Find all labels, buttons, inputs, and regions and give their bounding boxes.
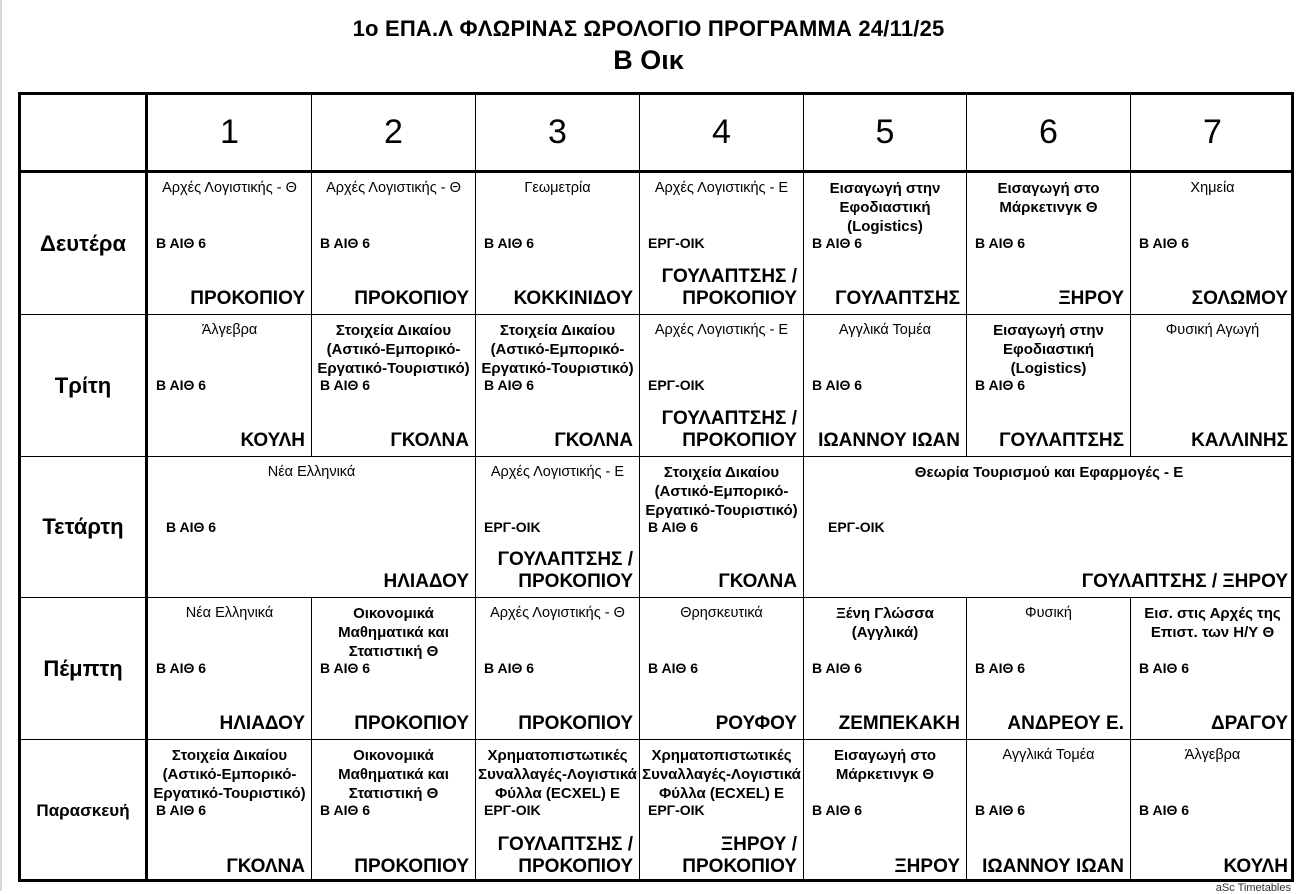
lesson-cell[interactable] <box>148 457 476 598</box>
lesson-teacher: ΠΡΟΚΟΠΙΟΥ <box>354 288 469 309</box>
period-header: 7 <box>1131 95 1294 173</box>
lesson-subject: Χρηματοπιστωτικές Συναλλαγές-Λογιστικά Φύλλα (ECXEL) Ε <box>642 747 801 802</box>
lesson-teacher: ΑΝΔΡΕΟΥ Ε. <box>1007 713 1124 734</box>
lesson-cell[interactable] <box>312 315 476 457</box>
lesson-cell[interactable] <box>640 598 804 740</box>
lesson-cell[interactable] <box>148 315 312 457</box>
lesson-cell[interactable] <box>967 315 1131 457</box>
lesson-room: Β ΑΙΘ 6 <box>156 235 207 251</box>
lesson-teacher: ΙΩΑΝΝΟΥ ΙΩΑΝ <box>982 856 1124 877</box>
day-label: Πέμπτη <box>21 598 148 740</box>
class-name: Β Οικ <box>613 45 684 75</box>
lesson-room: Β ΑΙΘ 6 <box>975 660 1026 676</box>
lesson-subject: Χρηματοπιστωτικές Συναλλαγές-Λογιστικά Φύλλα (ECXEL) Ε <box>478 747 637 802</box>
lesson-room: Β ΑΙΘ 6 <box>320 235 371 251</box>
lesson-teacher: ΚΟΥΛΗ <box>240 430 305 451</box>
lesson-cell[interactable] <box>640 315 804 457</box>
lesson-cell[interactable] <box>476 315 640 457</box>
lesson-subject: Νέα Ελληνικά <box>185 605 274 621</box>
lesson-subject: Εισαγωγή στο Μάρκετινγκ Θ <box>833 747 937 783</box>
lesson-teacher: ΗΛΙΑΔΟΥ <box>219 713 305 734</box>
lesson-teacher: ΚΟΚΚΙΝΙΔΟΥ <box>513 288 633 309</box>
lesson-room: Β ΑΙΘ 6 <box>484 660 535 676</box>
lesson-teacher: ΞΗΡΟΥ <box>1058 288 1124 309</box>
lesson-subject: Χημεία <box>1190 180 1235 196</box>
page-edge <box>0 0 2 891</box>
lesson-subject: Αρχές Λογιστικής - Ε <box>654 322 789 338</box>
timetable-grid <box>18 92 1294 882</box>
lesson-cell[interactable] <box>476 740 640 882</box>
period-header: 1 <box>148 95 312 173</box>
lesson-room: Β ΑΙΘ 6 <box>975 235 1026 251</box>
lesson-teacher: ΚΟΥΛΗ <box>1223 856 1288 877</box>
lesson-subject: Αρχές Λογιστικής - Ε <box>490 464 625 480</box>
lesson-subject: Αγγλικά Τομέα <box>838 322 932 338</box>
lesson-subject: Στοιχεία Δικαίου (Αστικό-Εμπορικό-Εργατικό-Τουριστικό) <box>153 747 306 802</box>
lesson-cell[interactable] <box>312 173 476 315</box>
lesson-teacher: ΖΕΜΠΕΚΑΚΗ <box>838 713 960 734</box>
lesson-teacher: ΓΟΥΛΑΠΤΣΗΣ / ΠΡΟΚΟΠΙΟΥ <box>497 834 633 877</box>
lesson-cell[interactable] <box>804 740 967 882</box>
lesson-room: ΕΡΓ-ΟΙΚ <box>484 519 541 535</box>
lesson-cell[interactable] <box>1131 173 1294 315</box>
lesson-cell[interactable] <box>476 457 640 598</box>
lesson-cell[interactable] <box>148 740 312 882</box>
lesson-teacher: ΓΟΥΛΑΠΤΣΗΣ / ΠΡΟΚΟΠΙΟΥ <box>661 266 797 309</box>
lesson-teacher: ΡΟΥΦΟΥ <box>715 713 797 734</box>
lesson-cell[interactable] <box>1131 598 1294 740</box>
day-label: Τρίτη <box>21 315 148 457</box>
lesson-teacher: ΓΚΟΛΝΑ <box>390 430 469 451</box>
lesson-subject: Θρησκευτικά <box>680 605 763 621</box>
lesson-subject: Εισαγωγή στην Εφοδιαστική (Logistics) <box>993 322 1104 377</box>
lesson-room: Β ΑΙΘ 6 <box>320 802 371 818</box>
lesson-room: Β ΑΙΘ 6 <box>812 660 863 676</box>
lesson-room: Β ΑΙΘ 6 <box>1139 660 1190 676</box>
lesson-teacher: ΓΟΥΛΑΠΤΣΗΣ / ΠΡΟΚΟΠΙΟΥ <box>661 408 797 451</box>
lesson-room: ΕΡΓ-ΟΙΚ <box>484 802 541 818</box>
lesson-teacher: ΣΟΛΩΜΟΥ <box>1191 288 1288 309</box>
lesson-cell[interactable] <box>640 740 804 882</box>
lesson-subject: Φυσική Αγωγή <box>1165 322 1260 338</box>
lesson-teacher: ΓΟΥΛΑΠΤΣΗΣ <box>999 430 1124 451</box>
day-label: Τετάρτη <box>21 457 148 598</box>
lesson-teacher: ΚΑΛΛΙΝΗΣ <box>1191 430 1288 451</box>
day-label: Δευτέρα <box>21 173 148 315</box>
lesson-cell[interactable] <box>804 173 967 315</box>
lesson-room: Β ΑΙΘ 6 <box>320 660 371 676</box>
lesson-cell[interactable] <box>640 173 804 315</box>
lesson-room: Β ΑΙΘ 6 <box>1139 235 1190 251</box>
lesson-subject: Αρχές Λογιστικής - Θ <box>490 605 625 621</box>
lesson-room: Β ΑΙΘ 6 <box>166 519 217 535</box>
lesson-room: ΕΡΓ-ΟΙΚ <box>648 235 705 251</box>
lesson-cell[interactable] <box>967 598 1131 740</box>
lesson-cell[interactable] <box>967 173 1131 315</box>
lesson-teacher: ΓΚΟΛΝΑ <box>554 430 633 451</box>
lesson-subject: Αρχές Λογιστικής - Θ <box>326 180 461 196</box>
lesson-subject: Γεωμετρία <box>524 180 591 196</box>
lesson-subject: Αρχές Λογιστικής - Ε <box>654 180 789 196</box>
lesson-room: Β ΑΙΘ 6 <box>812 377 863 393</box>
lesson-room: Β ΑΙΘ 6 <box>812 802 863 818</box>
lesson-cell[interactable] <box>476 173 640 315</box>
lesson-subject: Θεωρία Τουρισμού και Εφαρμογές - Ε <box>914 464 1184 481</box>
period-header: 3 <box>476 95 640 173</box>
period-header: 2 <box>312 95 476 173</box>
lesson-teacher: ΞΗΡΟΥ / ΠΡΟΚΟΠΙΟΥ <box>682 834 797 877</box>
lesson-subject: Φυσική <box>1025 605 1072 621</box>
lesson-teacher: ΓΟΥΛΑΠΤΣΗΣ / ΞΗΡΟΥ <box>1081 571 1288 592</box>
lesson-cell[interactable] <box>804 315 967 457</box>
lesson-cell[interactable] <box>804 598 967 740</box>
lesson-teacher: ΓΚΟΛΝΑ <box>226 856 305 877</box>
lesson-room: Β ΑΙΘ 6 <box>648 660 699 676</box>
period-header: 6 <box>967 95 1131 173</box>
lesson-room: ΕΡΓ-ΟΙΚ <box>648 802 705 818</box>
lesson-teacher: ΠΡΟΚΟΠΙΟΥ <box>354 713 469 734</box>
lesson-room: Β ΑΙΘ 6 <box>320 377 371 393</box>
lesson-cell[interactable] <box>804 457 1294 598</box>
lesson-subject: Νέα Ελληνικά <box>267 464 356 480</box>
lesson-teacher: ΓΟΥΛΑΠΤΣΗΣ <box>835 288 960 309</box>
lesson-teacher: ΠΡΟΚΟΠΙΟΥ <box>354 856 469 877</box>
lesson-subject: Στοιχεία Δικαίου (Αστικό-Εμπορικό-Εργατικό-Τουριστικό) <box>317 322 470 377</box>
lesson-room: Β ΑΙΘ 6 <box>975 802 1026 818</box>
lesson-room: Β ΑΙΘ 6 <box>812 235 863 251</box>
lesson-subject: Ξένη Γλώσσα (Αγγλικά) <box>836 605 934 641</box>
lesson-subject: Εισ. στις Αρχές της Επιστ. των Η/Υ Θ <box>1144 605 1281 641</box>
lesson-subject: Οικονομικά Μαθηματικά και Στατιστική Θ <box>338 605 449 660</box>
lesson-subject: Στοιχεία Δικαίου (Αστικό-Εμπορικό-Εργατικό-Τουριστικό) <box>645 464 798 519</box>
day-label: Παρασκευή <box>21 740 148 882</box>
lesson-room: Β ΑΙΘ 6 <box>156 377 207 393</box>
lesson-subject: Αγγλικά Τομέα <box>1002 747 1095 763</box>
lesson-cell[interactable] <box>312 740 476 882</box>
period-header: 4 <box>640 95 804 173</box>
lesson-teacher: ΠΡΟΚΟΠΙΟΥ <box>518 713 633 734</box>
lesson-teacher: ΓΚΟΛΝΑ <box>718 571 797 592</box>
lesson-teacher: ΔΡΑΓΟΥ <box>1211 713 1288 734</box>
lesson-teacher: ΙΩΑΝΝΟΥ ΙΩΑΝ <box>818 430 960 451</box>
lesson-cell[interactable] <box>312 598 476 740</box>
footer-credit: aSc Timetables <box>1215 882 1291 894</box>
lesson-room: Β ΑΙΘ 6 <box>484 377 535 393</box>
lesson-teacher: ΓΟΥΛΑΠΤΣΗΣ / ΠΡΟΚΟΠΙΟΥ <box>497 549 633 592</box>
lesson-subject: Άλγεβρα <box>201 322 258 338</box>
lesson-subject: Εισαγωγή στο Μάρκετινγκ Θ <box>997 180 1100 216</box>
lesson-room: Β ΑΙΘ 6 <box>975 377 1026 393</box>
lesson-room: Β ΑΙΘ 6 <box>156 802 207 818</box>
lesson-teacher: ΗΛΙΑΔΟΥ <box>383 571 469 592</box>
lesson-cell[interactable] <box>1131 315 1294 457</box>
period-header: 5 <box>804 95 967 173</box>
corner-cell <box>21 95 148 173</box>
lesson-subject: Οικονομικά Μαθηματικά και Στατιστική Θ <box>338 747 449 802</box>
lesson-subject: Αρχές Λογιστικής - Θ <box>162 180 297 196</box>
lesson-cell[interactable] <box>476 598 640 740</box>
lesson-cell[interactable] <box>640 457 804 598</box>
lesson-subject: Στοιχεία Δικαίου (Αστικό-Εμπορικό-Εργατικό-Τουριστικό) <box>481 322 634 377</box>
lesson-cell[interactable] <box>1131 740 1294 882</box>
lesson-cell[interactable] <box>967 740 1131 882</box>
lesson-teacher: ΠΡΟΚΟΠΙΟΥ <box>190 288 305 309</box>
lesson-cell[interactable] <box>148 173 312 315</box>
lesson-room: Β ΑΙΘ 6 <box>1139 802 1190 818</box>
lesson-subject: Άλγεβρα <box>1184 747 1241 763</box>
lesson-cell[interactable] <box>148 598 312 740</box>
lesson-room: ΕΡΓ-ΟΙΚ <box>828 519 885 535</box>
lesson-room: ΕΡΓ-ΟΙΚ <box>648 377 705 393</box>
lesson-subject: Εισαγωγή στην Εφοδιαστική (Logistics) <box>829 180 941 235</box>
lesson-teacher: ΞΗΡΟΥ <box>894 856 960 877</box>
lesson-room: Β ΑΙΘ 6 <box>648 519 699 535</box>
page-title: 1ο ΕΠΑ.Λ ΦΛΩΡΙΝΑΣ ΩΡΟΛΟΓΙΟ ΠΡΟΓΡΑΜΜΑ 24/11/25 <box>352 16 945 41</box>
lesson-room: Β ΑΙΘ 6 <box>484 235 535 251</box>
lesson-room: Β ΑΙΘ 6 <box>156 660 207 676</box>
